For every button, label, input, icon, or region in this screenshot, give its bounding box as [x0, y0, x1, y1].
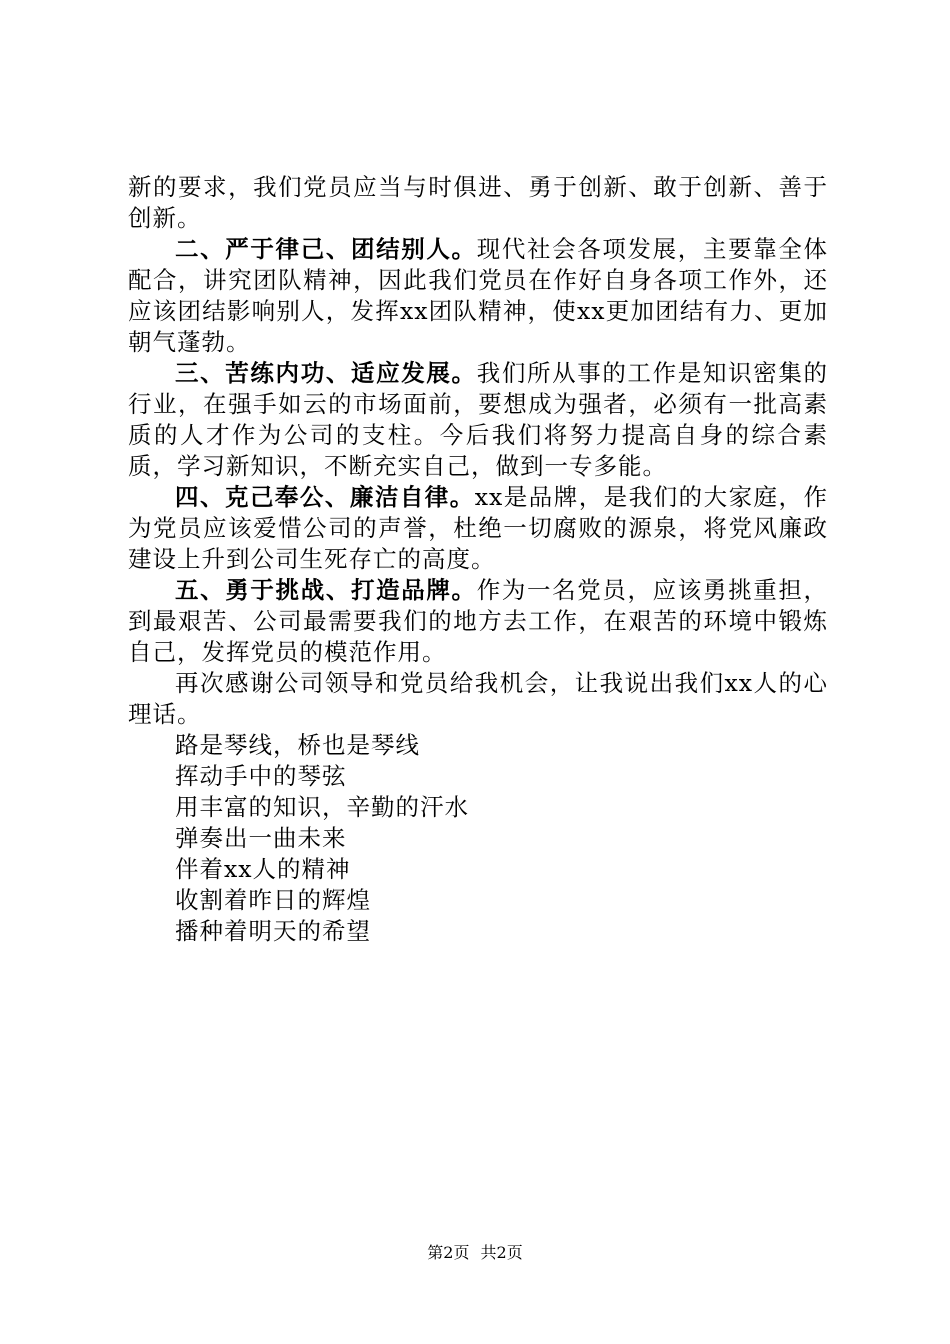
poem-line: 用丰富的知识，辛勤的汗水 [175, 793, 469, 821]
section-heading: 三、苦练内功、适应发展。 [175, 359, 477, 387]
poem-line: 伴着xx人的精神 [175, 855, 351, 883]
paragraph-section-4 [128, 482, 828, 575]
paragraph-thanks: 再次感谢公司领导和党员给我机会，让我说出我们xx人的心理话。 [128, 669, 828, 728]
paragraph-continuation: 新的要求，我们党员应当与时俱进、勇于创新、敢于创新、善于创新。 [128, 173, 828, 232]
paragraph-section-5 [128, 575, 828, 668]
poem-line: 挥动手中的琴弦 [175, 762, 347, 790]
document-body [128, 172, 828, 947]
section-heading: 五、勇于挑战、打造品牌。 [175, 576, 477, 604]
poem-line: 播种着明天的希望 [175, 917, 371, 945]
poem-line: 路是琴线，桥也是琴线 [175, 731, 420, 759]
page-total: 共2页 [480, 1243, 523, 1262]
page-number: 第2页 [427, 1243, 470, 1262]
poem-line: 收割着昨日的辉煌 [175, 886, 371, 914]
section-heading: 二、严于律己、团结别人。 [175, 235, 477, 263]
section-body: 作为一名党员，应该勇挑重担，到最艰苦、公司最需要我们的地方去工作，在艰苦的环境中锻炼自己，发挥党员的模范作用。 [128, 576, 829, 666]
paragraph-section-2 [128, 234, 828, 358]
section-body: xx是品牌，是我们的大家庭，作为党员应该爱惜公司的声誉，杜绝一切腐败的源泉，将党风廉政建设上升到公司生死存亡的高度。 [128, 483, 829, 573]
paragraph-section-3 [128, 358, 828, 482]
page-footer [0, 1240, 950, 1263]
poem [128, 730, 828, 947]
section-body: 我们所从事的工作是知识密集的行业，在强手如云的市场面前，要想成为强者，必须有一批高素质的人才作为公司的支柱。今后我们将努力提高自身的综合素质，学习新知识，不断充实自己，做到一专多能。 [128, 359, 829, 480]
poem-line: 弹奏出一曲未来 [175, 824, 347, 852]
section-heading: 四、克己奉公、廉洁自律。 [175, 483, 475, 511]
section-body: 现代社会各项发展，主要靠全体配合，讲究团队精神，因此我们党员在作好自身各项工作外，还应该团结影响别人，发挥xx团队精神，使xx更加团结有力、更加朝气蓬勃。 [128, 235, 829, 356]
